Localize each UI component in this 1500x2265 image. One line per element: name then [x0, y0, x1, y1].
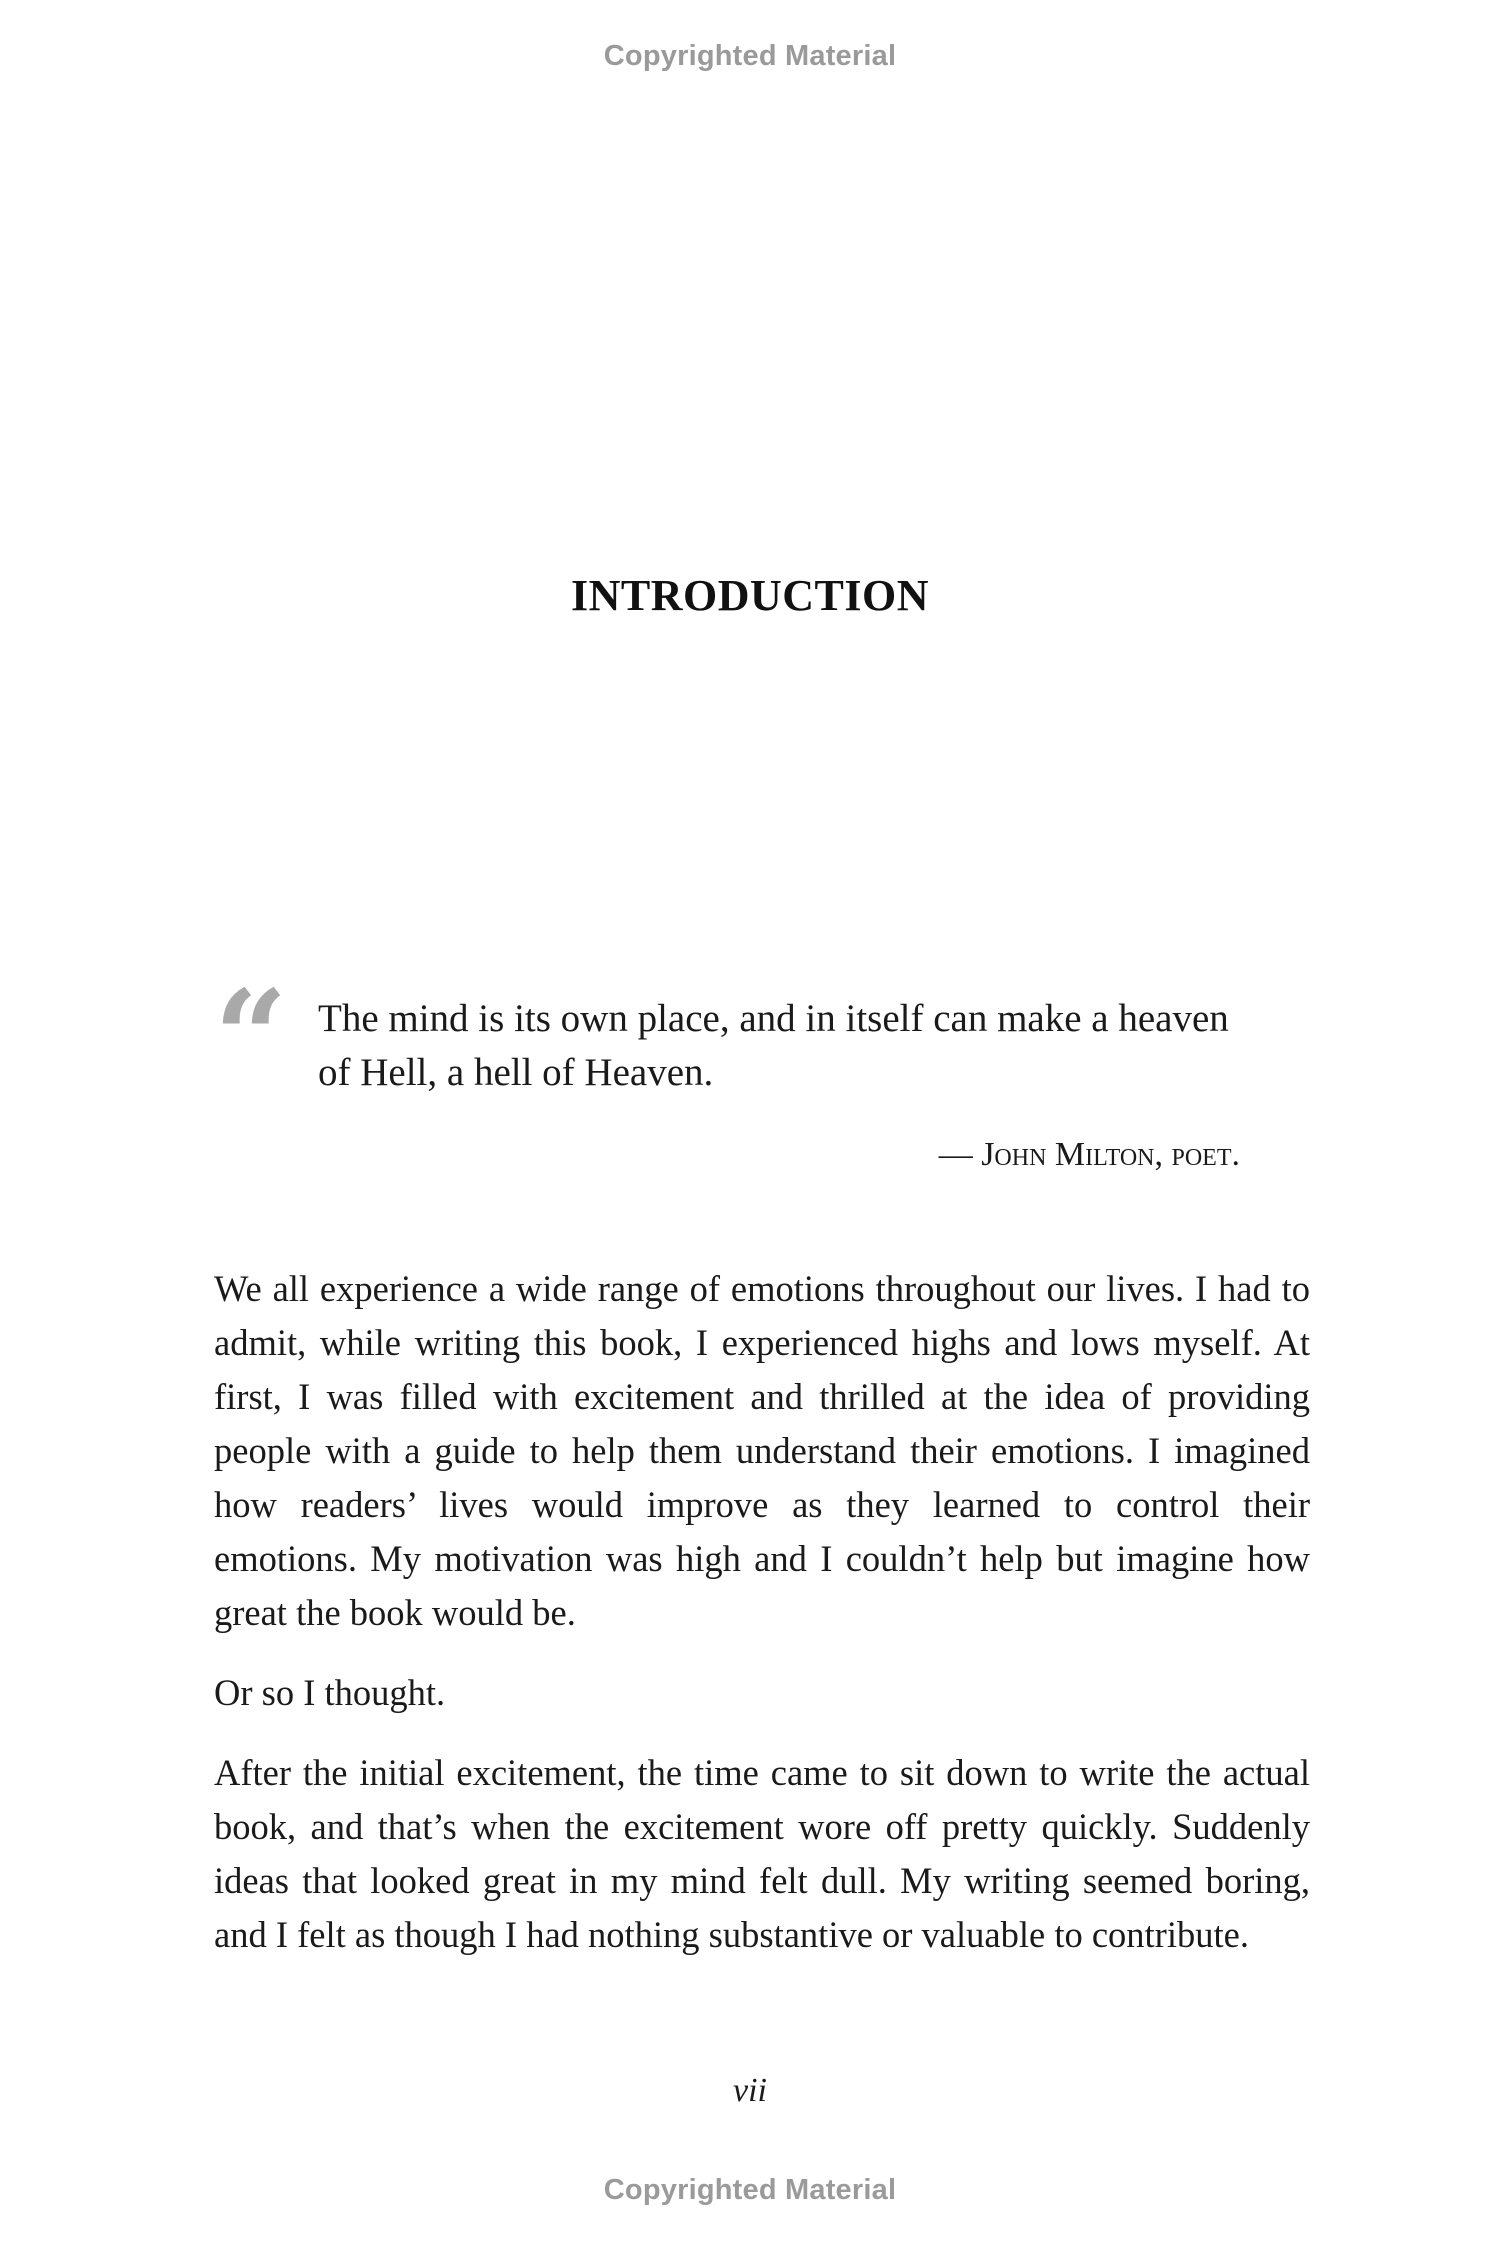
- quote-mark-icon: “: [214, 963, 288, 1113]
- copyright-watermark-top: Copyrighted Material: [603, 40, 897, 72]
- epigraph-attribution: — John Milton, poet.: [938, 1136, 1240, 1173]
- copyright-watermark-bottom: Copyrighted Material: [603, 2174, 897, 2206]
- body-paragraph: Or so I thought.: [214, 1672, 446, 1713]
- body-paragraph: We all experience a wide range of emotions throughout our lives. I had to admit, while writing this book, I experienced highs and lows myself. At first, I was filled with excitement and thrilled at the idea of providing people with a guide to help them understand their emotions. I imagined how readers’ lives would improve as they learned to control their emotions. My motivation was high and I couldn’t help but imagine how great the book would be.: [214, 1268, 1310, 1633]
- page-number: vii: [733, 2072, 767, 2109]
- chapter-title: INTRODUCTION: [570, 571, 930, 620]
- body-text: [214, 1262, 1310, 1988]
- epigraph-quote: The mind is its own place, and in itself can make a heaven of Hell, a hell of Heaven.: [318, 997, 1229, 1094]
- body-paragraph: After the initial excitement, the time came to sit down to write the actual book, and that’s when the excitement wore off pretty quickly. Suddenly ideas that looked great in my mind felt dull. My writing seemed boring, and I felt as though I had nothing substantive or valuable to contribute.: [214, 1752, 1310, 1955]
